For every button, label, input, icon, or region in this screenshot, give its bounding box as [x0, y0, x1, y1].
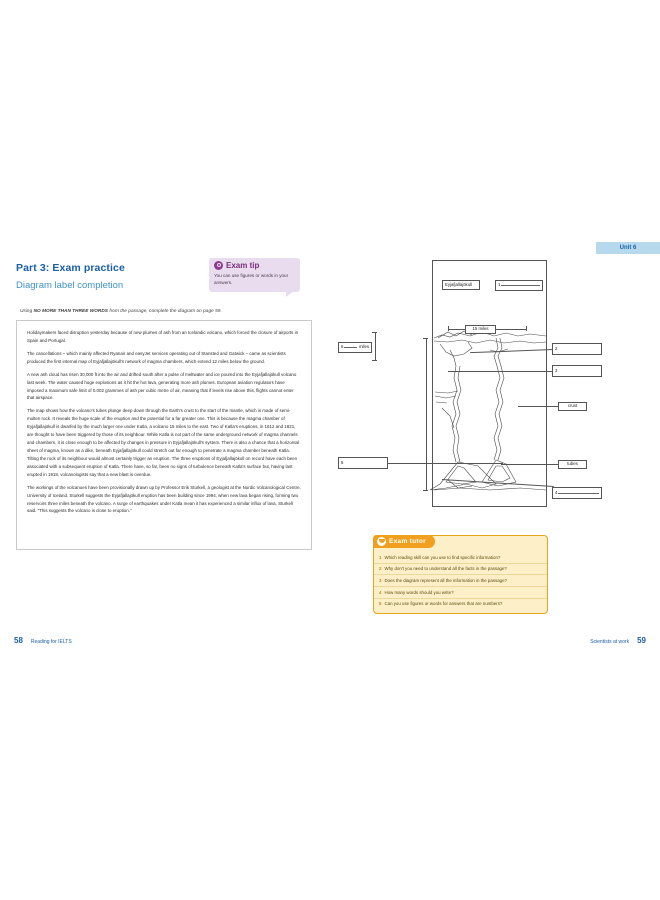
question-number: 2: [379, 566, 382, 572]
exam-tip-callout: [209, 258, 300, 292]
answer-blank-1[interactable]: [501, 284, 540, 286]
instruction-suffix: from the passage, complete the diagram on page 59.: [107, 308, 222, 313]
diagram-label-tubes: [558, 460, 587, 469]
diagram-label-volcano-name: [442, 280, 480, 290]
diagram-answer-box-3[interactable]: [552, 365, 602, 377]
question-number: 1: [379, 554, 382, 560]
passage-paragraph: Holidaymakers faced disruption yesterday because of new plumes of ash from an Icelandic volcano, which forced the closure of airports in Spain and Portugal.: [27, 330, 299, 343]
exam-tip-header: [214, 261, 295, 270]
left-page: [0, 232, 330, 662]
task-instruction: [20, 308, 308, 313]
depth-outer-tick-top: [372, 332, 377, 333]
diagram-answer-box-4[interactable]: [552, 487, 602, 499]
depth-measure-outer: [375, 332, 376, 360]
answer-number-4: 4: [555, 489, 558, 495]
connector-line-crust: [518, 406, 560, 407]
page-title: Part 3: Exam practice: [16, 262, 125, 274]
diagram-answer-box-5[interactable]: [338, 457, 388, 469]
connector-line-5: [387, 463, 503, 464]
right-page-number: 59: [637, 636, 646, 645]
footer-left: [14, 636, 72, 645]
instruction-emphasis: NO MORE THAN THREE WORDS: [33, 308, 108, 313]
question-number: 4: [379, 589, 382, 595]
exam-tutor-question-list: [374, 552, 547, 610]
volcano-diagram: [330, 232, 660, 552]
reading-passage: [16, 320, 312, 550]
question-text: Why don't you need to understand all the facts in the passage?: [384, 566, 507, 572]
exam-tutor-title: Exam tutor: [389, 538, 426, 545]
passage-paragraph: A new ash cloud has risen 30,000 ft into the air and drifted south after a pulse of meltwater and ice poured into the Eyjafjallajökull volcano last week. The water caused huge explosions as it hit the hot lava, generating more ash plumes. European aviation regulators have imposed a maximum safe limit of 0.002 grammes of ash per cubic metre of air, meaning that if levels rise above this, flights cannot enter that airspace.: [27, 371, 297, 401]
section-subtitle: Diagram label completion: [16, 280, 124, 291]
left-page-number: 58: [14, 636, 23, 645]
measure-tick-right: [526, 326, 527, 331]
right-page-running-head: Scientists at work: [590, 639, 630, 645]
diagram-label-crust: [558, 402, 587, 411]
answer-number-5: 5: [341, 459, 344, 465]
distance-text: 15 miles: [472, 326, 489, 332]
connector-line-3: [448, 371, 553, 372]
textbook-page-spread: [0, 232, 660, 662]
list-item: [374, 563, 547, 575]
page-footer: [0, 636, 660, 654]
connector-line-tubes: [501, 464, 559, 465]
measure-tick-left: [448, 326, 449, 331]
exam-tutor-icon: [377, 537, 386, 546]
list-item: [374, 586, 547, 598]
passage-paragraph: The workings of the volcanoes have been provisionally drawn up by Professor Erik Sturkell, a geologist at the Nordic Volcanological Centre, University of Iceland. Sturkell suggests the Eyjafjallajökull eruption has been building since 1994, when new lava began rising, forming two reservoirs three miles beneath the volcano. A surge of earthquakes under Katla mean it has experienced a similar influx of lava, Sturkell said. "This suggests the volcano is close to eruption.": [27, 484, 301, 514]
list-item: [374, 552, 547, 563]
unit-tab-label: Unit 6: [619, 245, 637, 251]
list-item: [374, 598, 547, 610]
diagram-answer-box-6[interactable]: [338, 342, 372, 353]
depth-measure-line: [426, 338, 427, 490]
question-text: How many words should you write?: [384, 589, 454, 595]
exam-tip-body: You can use figures or words in your answers.: [214, 273, 289, 286]
depth-tick-top: [423, 338, 428, 339]
left-page-running-head: Reading for IELTS: [30, 639, 72, 645]
footer-right: [590, 636, 646, 645]
volcano-name-text: Eyjafjallajökull: [445, 281, 472, 287]
passage-paragraph: The map shows how the volcano's tubes plunge deep down through the Earth's crust to the start of the mantle, which is made of semi-molten rock. It reveals the huge scale of the eruption and the potential for a far greater one. This is because the magma chamber of Eyjafjallajökull is dwarfed by the much larger one under Katla, a volcano 15 miles to the east. Two of Katla's eruptions, in 1612 and 1821, are thought to have been triggered by those of its neighbour. While Katla is not part of the same underground network of magma channels and chambers, it is close enough to be affected by changes in pressure in Eyjafjallajökull's system. There is also a chance that a horizontal sheet of magma, known as a dike, beneath Eyjafjallajökull could stretch out far enough to penetrate a magma chamber beneath Katla. Tilting the rock of its neighbour would almost certainly trigger an eruption. The three eruptions of Eyjafjallajökull on record have each been associated with a subsequent eruption of Katla. There have, so far, been no signs of turbulence beneath Katla's surface but, having last erupted in 1918, volcanologists say that a new blast is overdue.: [27, 408, 300, 477]
right-page: [330, 232, 660, 662]
answer-number-3: 3: [555, 367, 558, 373]
answer-number-2: 2: [555, 345, 558, 351]
question-text: Can you use figures or words for answers that are numbers?: [384, 601, 503, 607]
answer-unit-6: miles: [358, 344, 369, 350]
list-item: [374, 574, 547, 586]
exam-tip-title: Exam tip: [226, 261, 260, 270]
answer-blank-4[interactable]: [558, 492, 599, 494]
question-text: Which reading skill can you use to find specific information?: [384, 554, 501, 560]
depth-tick-bottom: [423, 490, 428, 491]
exam-tutor-panel: [373, 535, 548, 614]
exam-tip-icon: [214, 261, 223, 270]
diagram-answer-box-1[interactable]: [495, 280, 543, 291]
exam-tutor-header: [373, 535, 435, 548]
passage-paragraph: The cancellations – which mainly affected Ryanair and easyJet services operating out of Stansted and Gatwick – came as scientists produced the first internal map of Eyjafjallajökull's network of magma chambers, which extend 12 miles below the ground.: [27, 350, 286, 364]
question-text: Does the diagram represent all the information in the passage?: [384, 577, 507, 583]
answer-blank-6[interactable]: [344, 346, 357, 348]
depth-outer-tick-bottom: [372, 360, 377, 361]
tubes-text: tubes: [567, 461, 578, 467]
diagram-label-distance: [465, 325, 496, 334]
question-number: 5: [379, 601, 382, 607]
question-number: 3: [379, 577, 382, 583]
exam-tip-tail: [286, 290, 295, 297]
answer-number-1: 1: [498, 282, 501, 288]
diagram-answer-box-2[interactable]: [552, 343, 602, 355]
answer-number-6: 6: [341, 344, 344, 350]
crust-text: crust: [567, 403, 578, 409]
instruction-prefix: Using: [20, 308, 34, 313]
